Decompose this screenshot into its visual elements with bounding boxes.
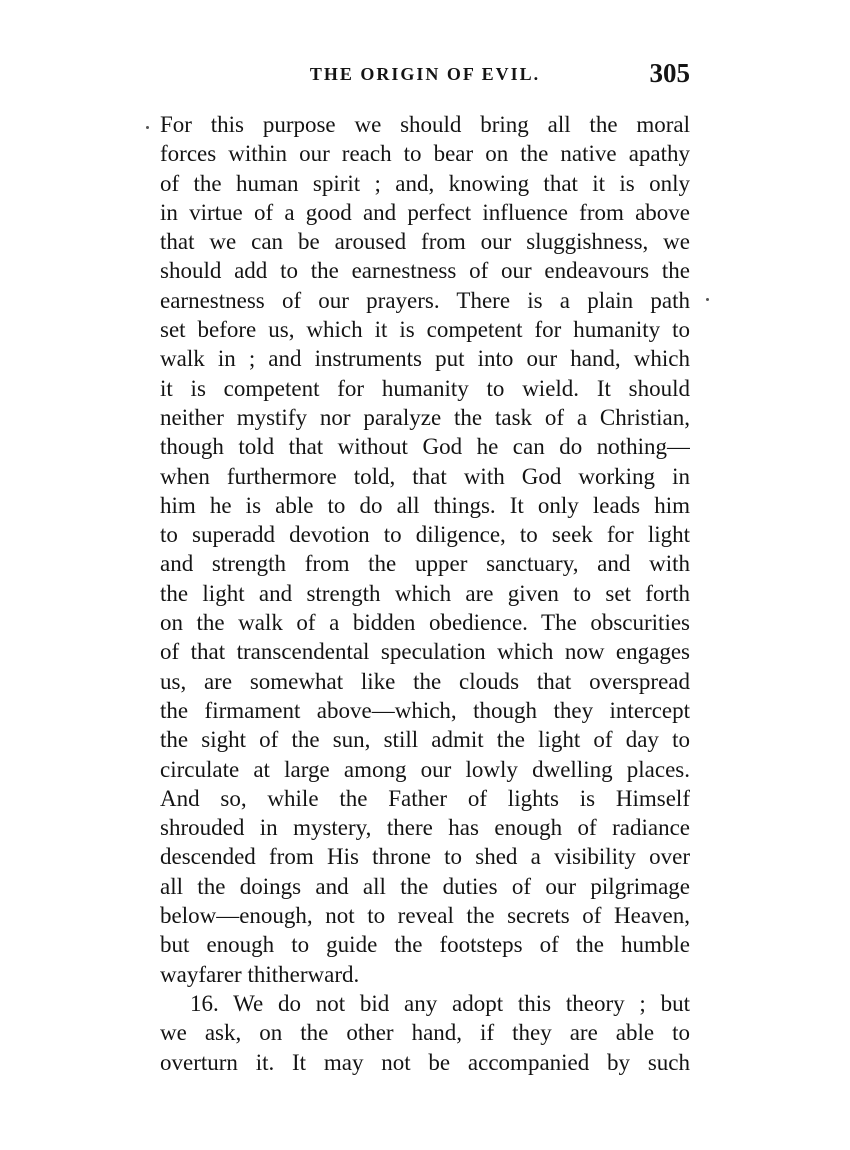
text-line: And so, while the Father of lights is Himself xyxy=(160,785,690,811)
text-line: earnestness of our prayers. There is a plain path xyxy=(160,287,690,313)
text-line: when furthermore told, that with God working in xyxy=(160,463,690,489)
text-line: the sight of the sun, still admit the light of day to xyxy=(160,727,690,753)
text-line: 16. We do not bid any adopt this theory ; but xyxy=(190,990,690,1016)
text-line: should add to the earnestness of our endeavours the xyxy=(160,258,690,284)
text-line: overturn it. It may not be accompanied by such xyxy=(160,1049,690,1075)
paragraph-2 xyxy=(160,989,690,1077)
text-line: below—enough, not to reveal the secrets of Heaven, xyxy=(160,903,690,929)
text-line: to superadd devotion to diligence, to seek for light xyxy=(160,522,690,548)
text-line: shrouded in mystery, there has enough of radiance xyxy=(160,815,690,841)
text-line: all the doings and all the duties of our pilgrimage xyxy=(160,873,690,899)
text-line: the firmament above—which, though they intercept xyxy=(160,697,690,723)
text-line: though told that without God he can do nothing— xyxy=(160,434,690,460)
running-head xyxy=(160,58,690,94)
text-line: we ask, on the other hand, if they are able to xyxy=(160,1020,690,1046)
text-line: that we can be aroused from our sluggishness, we xyxy=(160,229,690,255)
print-speck xyxy=(706,298,709,301)
text-line: the light and strength which are given to set forth xyxy=(160,580,690,606)
text-line: and strength from the upper sanctuary, and with xyxy=(160,551,690,577)
paragraph-1 xyxy=(160,110,690,989)
print-speck xyxy=(146,126,149,129)
body-text xyxy=(160,110,690,1077)
text-line: walk in ; and instruments put into our hand, which xyxy=(160,346,690,372)
text-line: him he is able to do all things. It only leads him xyxy=(160,492,690,518)
text-line: forces within our reach to bear on the native apathy xyxy=(160,141,690,167)
text-line: on the walk of a bidden obedience. The obscurities xyxy=(160,610,690,636)
text-line: set before us, which it is competent for humanity to xyxy=(160,317,690,343)
text-line: For this purpose we should bring all the moral xyxy=(160,112,690,137)
text-line: descended from His throne to shed a visibility over xyxy=(160,844,690,870)
text-line: of the human spirit ; and, knowing that it is only xyxy=(160,170,690,196)
text-line: it is competent for humanity to wield. It should xyxy=(160,375,690,401)
text-line: wayfarer thitherward. xyxy=(160,961,360,987)
text-line: us, are somewhat like the clouds that overspread xyxy=(160,668,690,694)
text-line: of that transcendental speculation which now engages xyxy=(160,639,690,665)
page-number: 305 xyxy=(649,58,690,88)
text-line: but enough to guide the footsteps of the humble xyxy=(160,932,690,958)
text-line: neither mystify nor paralyze the task of a Christian, xyxy=(160,404,690,430)
text-line: circulate at large among our lowly dwelling places. xyxy=(160,756,690,782)
text-line: in virtue of a good and perfect influence from above xyxy=(160,199,690,225)
running-title: THE ORIGIN OF EVIL. xyxy=(309,64,541,84)
